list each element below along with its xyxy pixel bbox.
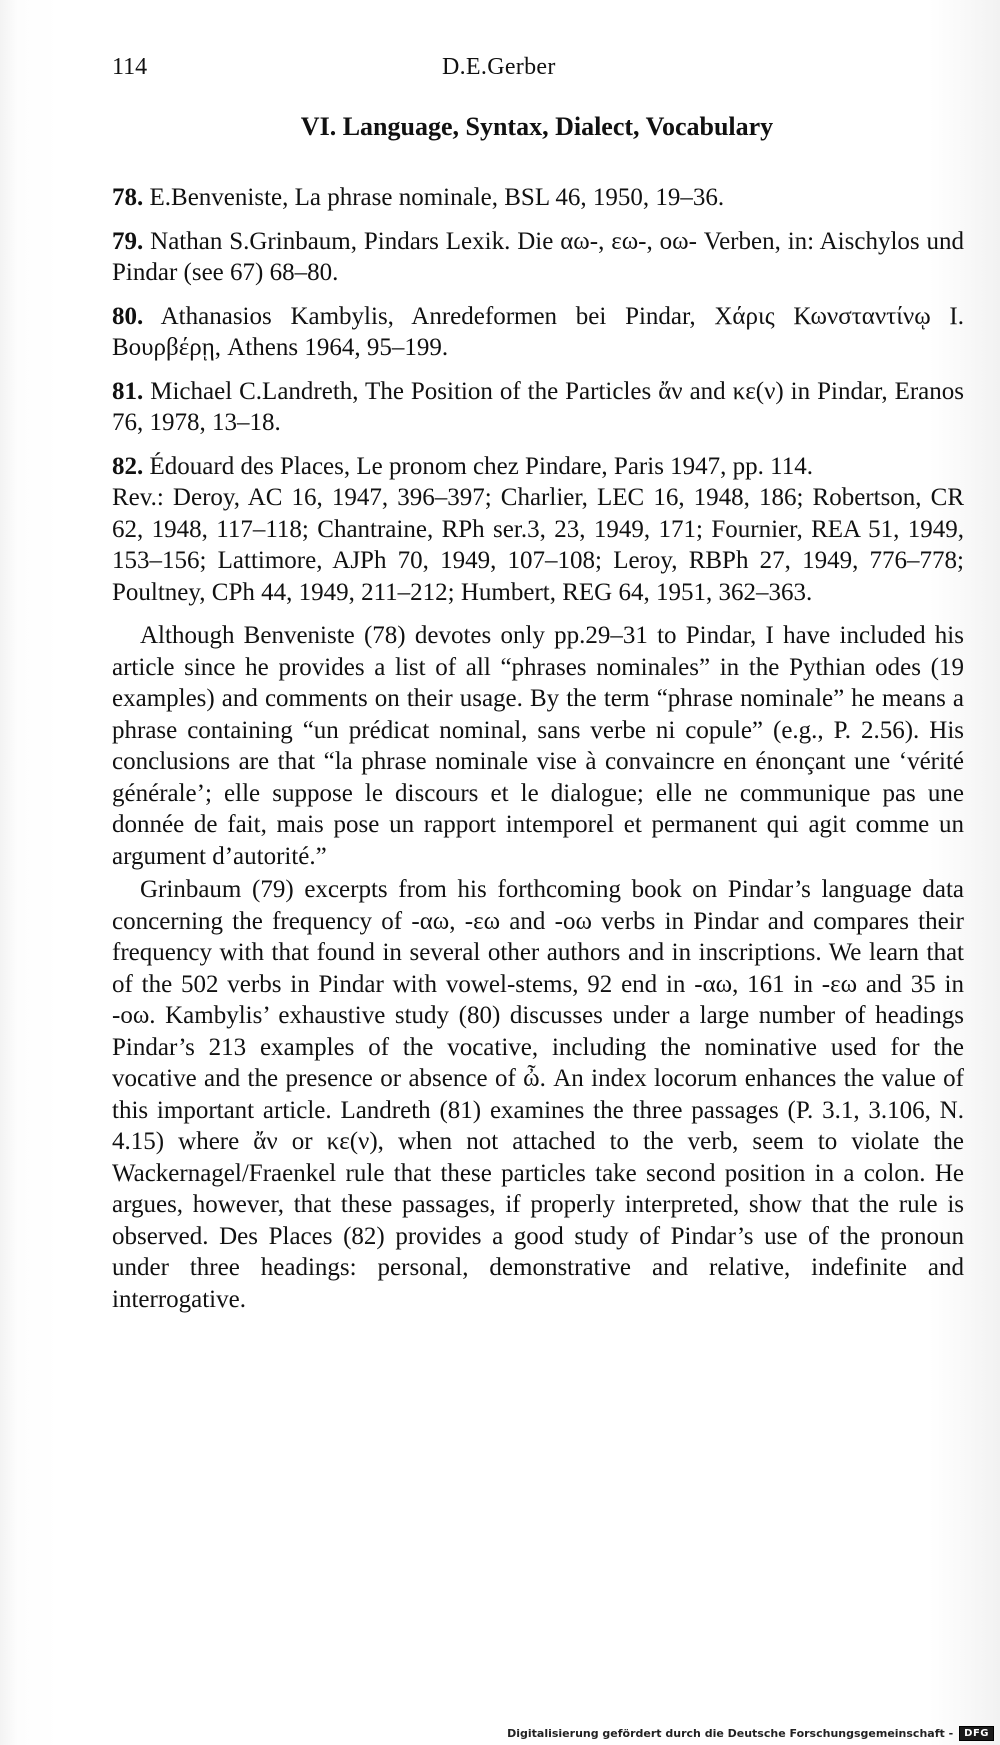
dfg-logo: DFG bbox=[959, 1726, 994, 1741]
running-head: D.E.Gerber bbox=[442, 54, 556, 80]
review-list: Rev.: Deroy, AC 16, 1947, 396–397; Charlier, LEC 16, 1948, 186; Robertson, CR 62, 1948, 117–118; Chantraine, RPh ser.3, 23, 1949, 171; Fournier, REA 51, 1949, 153–156; Lattimore, AJPh 70, 1949, 107–108; Leroy, RBPh 27, 1949, 776–778; Poultney, CPh 44, 1949, 211–212; Humbert, REG 64, 1951, 362–363. bbox=[112, 484, 964, 606]
entry-number: 81. bbox=[112, 377, 144, 405]
main-content bbox=[112, 182, 964, 1315]
entry-number: 78. bbox=[112, 184, 144, 211]
entry-text: E.Benveniste, La phrase nominale, BSL 46, 1950, 19–36. bbox=[149, 184, 725, 211]
entry-number: 80. bbox=[112, 302, 144, 330]
bibliography-entry bbox=[112, 182, 964, 214]
entry-text: Athanasios Kambylis, Anredeformen bei Pindar, Χάρις Κωνσταντίνῳ Ι. Βουρβέρῃ, Athens 1964, 95–199. bbox=[112, 302, 965, 361]
digitization-footer bbox=[507, 1726, 994, 1741]
body-paragraph: Although Benveniste (78) devotes only pp.29–31 to Pindar, I have included his article since he provides a list of all “phrases nominales” in the Pythian odes (19 examples) and comments on their usage. By the term “phrase nominale” he means a phrase containing “un prédicat nominal, sans verbe ni copule” (e.g., P. 2.56). His conclusions are that “la phrase nominale vise à convaincre en énonçant une ‘vérité générale’; elle suppose le discours et le dialogue; elle ne communique pas une donnée de fait, mais pose un rapport intemporel et permanent qui agit comme un argument d’autorité.” bbox=[112, 622, 964, 870]
body-paragraph: Grinbaum (79) excerpts from his forthcoming book on Pindar’s language data concerning the frequency of -αω, -εω and -οω verbs in Pindar and compares their frequency with that found in several other authors and in inscriptions. We learn that of the 502 verbs in Pindar with vowel-stems, 92 end in -αω, 161 in -εω and 35 in -οω. Kambylis’ exhaustive study (80) discusses under a large number of headings Pindar’s 213 examples of the vocative, including the nominative used for the vocative and the presence or absence of ὦ. An index locorum enhances the value of this important article. Landreth (81) examines the three passages (P. 3.1, 3.106, N. 4.15) where ἄν or κε(ν), when not attached to the verb, seem to violate the Wackernagel/Fraenkel rule that these particles take second position in a colon. He argues, however, that these passages, if properly interpreted, show that the rule is observed. Des Places (82) provides a good study of Pindar’s use of the pronoun under three headings: personal, demonstrative and relative, indefinite and interrogative. bbox=[112, 876, 964, 1313]
bibliography-entry bbox=[112, 226, 964, 289]
bibliography-entry bbox=[112, 301, 964, 364]
bibliography-entry bbox=[112, 376, 964, 439]
page-number: 114 bbox=[112, 54, 148, 80]
entry-number: 79. bbox=[112, 227, 144, 255]
footer-text: Digitalisierung gefördert durch die Deutsche Forschungsgemeinschaft - bbox=[507, 1727, 954, 1740]
entry-text: Édouard des Places, Le pronom chez Pindare, Paris 1947, pp. 114. bbox=[149, 452, 814, 480]
bibliography-entry bbox=[112, 451, 964, 483]
entry-text: Michael C.Landreth, The Position of the Particles ἄν and κε(ν) in Pindar, Eranos 76, 1978, 13–18. bbox=[112, 377, 965, 436]
entry-text: Nathan S.Grinbaum, Pindars Lexik. Die αω-, εω-, οω- Verben, in: Aischylos und Pindar (see 67) 68–80. bbox=[112, 227, 965, 286]
section-title: VI. Language, Syntax, Dialect, Vocabulary bbox=[300, 112, 774, 141]
entry-number: 82. bbox=[112, 452, 144, 480]
